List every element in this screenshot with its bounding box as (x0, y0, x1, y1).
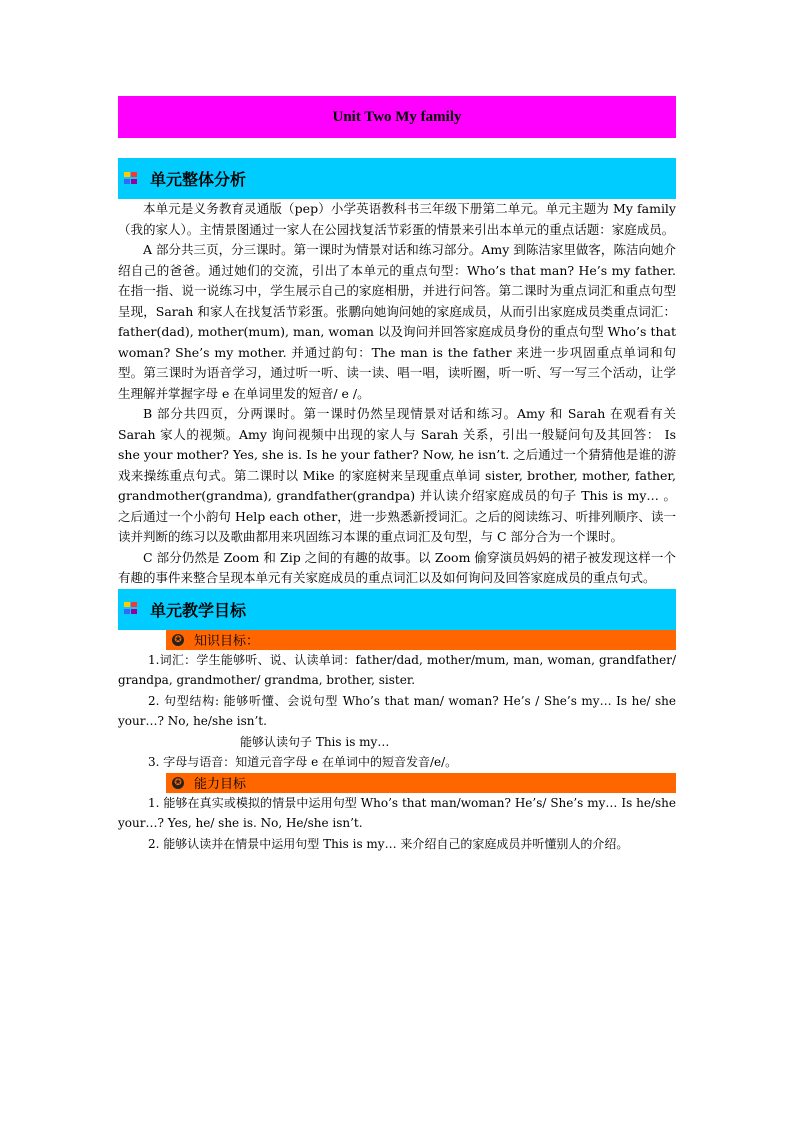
goal-line: 2. 句型结构: 能够听懂、会说句型 Who’s that man/ woman? He’s / She’s my… Is he/ she your…? No, he/she isn’t. (118, 693, 676, 728)
ability-goals-body (118, 793, 676, 855)
subheading-label: 能力目标 (194, 777, 247, 792)
goal-line: 1. 能够在真实或模拟的情景中运用句型 Who’s that man/woman? He’s/ She’s my… Is he/she your…? Yes, he/ she is. No, He/she isn’t. (118, 795, 676, 830)
colored-squares-icon (124, 602, 138, 616)
knowledge-goals-body (118, 650, 676, 773)
document-page (118, 96, 676, 854)
unit-title: Unit Two My family (118, 96, 676, 138)
star-circle-icon: ✪ (172, 634, 184, 646)
colored-squares-icon (124, 172, 138, 186)
goal-line: 3. 字母与语音：知道元音字母 e 在单词中的短音发音/e/。 (148, 755, 458, 769)
goal-line: 2. 能够认读并在情景中运用句型 This is my… 来介绍自己的家庭成员并听懂别人的介绍。 (148, 836, 629, 851)
ability-goals-header (166, 773, 676, 793)
paragraph: A 部分共三页，分三课时。第一课时为情景对话和练习部分。Amy 到陈洁家里做客，陈洁向她介绍自己的爸爸。通过她们的交流，引出了本单元的重点句型：Who’s that man? He’s my father. 在指一指、说一说练习中，学生展示自己的家庭相册，并进行问答。第二课时为重点词汇和重点句型呈现，Sarah 和家人在找复活节彩蛋。张鹏向她询问她的家庭成员，从而引出家庭成员类重点词汇：father(dad), mother(mum), man, woman 以及询问并回答家庭成员身份的重点句型 Who’s that woman? She’s my mother. 并通过韵句：The man is the father 来进一步巩固重点单词和句型。第三课时为语音学习，通过听一听、读一读、唱一唱，读听圈，听一听、写一写三个活动，让学生理解并掌握字母 e 在单词里发的短音/ e /。 (118, 242, 676, 401)
star-circle-icon: ✪ (172, 777, 184, 789)
paragraph: 本单元是义务教育灵通版（pep）小学英语教科书三年级下册第二单元。单元主题为 My family （我的家人）。主情景图通过一家人在公园找复活节彩蛋的情景来引出本单元的重点话题：家庭成员。 (118, 201, 676, 237)
goal-line: 1.词汇：学生能够听、说、认读单词：father/dad, mother/mum, man, woman, grandfather/ grandpa, grandmother/ grandma, brother, sister. (118, 652, 676, 687)
paragraph: C 部分仍然是 Zoom 和 Zip 之间的有趣的故事。以 Zoom 偷穿演员妈妈的裙子被发现这样一个有趣的事件来整合呈现本单元有关家庭成员的重点词汇以及如何询问及回答家庭成员的重点句式。 (118, 549, 676, 585)
section-header-analysis (118, 158, 676, 199)
goal-line: 能够认读句子 This is my… (240, 734, 390, 749)
paragraph: B 部分共四页，分两课时。第一课时仍然呈现情景对话和练习。Amy 和 Sarah 在观看有关 Sarah 家人的视频。Amy 询问视频中出现的家人与 Sarah 关系，引出一般疑问句及其回答： Is she your mother? Yes, she is. Is he your father? Now, he isn’t. 之后通过一个猜猜他是谁的游戏来操练重点句式。第二课时以 Mike 的家庭树来呈现重点单词 sister, brother, mother, father, grandmother(grandma), grandfather(grandpa) 并认读介绍家庭成员的句子 This is my… 。之后通过一个小韵句 Help each other，进一步熟悉新授词汇。之后的阅读练习、听排列顺序、读一读并判断的练习以及歌曲都用来巩固练习本课的重点词汇及句型，与 C 部分合为一个课时。 (118, 406, 676, 544)
analysis-body (118, 199, 676, 589)
subheading-label: 知识目标： (194, 634, 260, 649)
section-header-goals (118, 589, 676, 630)
section-heading: 单元教学目标 (150, 600, 247, 620)
knowledge-goals-header (166, 630, 676, 650)
section-heading: 单元整体分析 (150, 170, 247, 189)
